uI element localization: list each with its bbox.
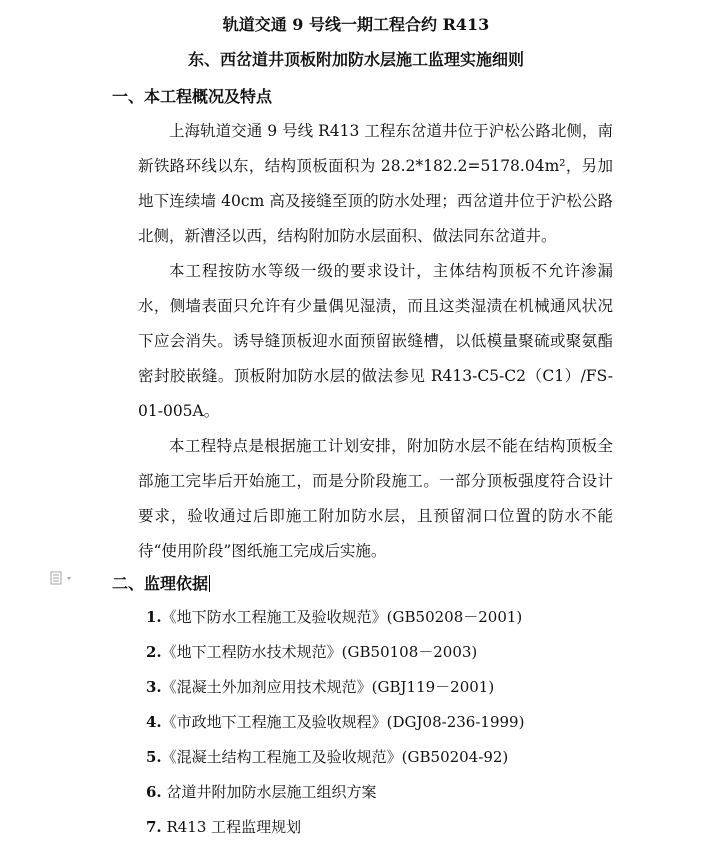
basis-list <box>146 600 524 845</box>
list-item <box>146 600 524 635</box>
list-item-number: 7. <box>146 818 162 836</box>
list-item <box>146 740 524 775</box>
list-item-text: 《地下防水工程施工及验收规范》(GB50208－2001) <box>161 608 523 626</box>
section1-paragraph-1: 上海轨道交通 9 号线 R413 工程东岔道井位于沪松公路北侧，南新铁路环线以东，结构顶板面积为 28.2*182.2=5178.04m²，另加地下连续墙 40cm 高及接缝至顶的防水处理；西岔道井位于沪松公路北侧，新漕泾以西，结构附加防水层面积、做法同东岔道井。 <box>138 122 613 245</box>
document-title-line1: 轨道交通 9 号线一期工程合约 R413 <box>222 15 490 34</box>
list-item-number: 2. <box>146 643 162 661</box>
list-item-text: R413 工程监理规划 <box>161 818 302 836</box>
list-item-number: 4. <box>146 713 162 731</box>
paragraph-options-icon[interactable] <box>50 571 80 585</box>
list-item <box>146 635 524 670</box>
list-item-number: 1. <box>146 608 162 626</box>
section1-heading: 一、本工程概况及特点 <box>112 87 273 106</box>
list-item-text: 《混凝土结构工程施工及验收规范》(GB50204-92) <box>161 748 509 766</box>
list-item-text: 岔道井附加防水层施工组织方案 <box>161 783 377 801</box>
section2-heading-text: 二、监理依据 <box>112 574 209 593</box>
section1-paragraph-3: 本工程特点是根据施工计划安排，附加防水层不能在结构顶板全部施工完毕后开始施工，而是分阶段施工。一部分顶板强度符合设计要求，验收通过后即施工附加防水层，且预留洞口位置的防水不能待“使用阶段”图纸施工完成后实施。 <box>138 437 613 560</box>
document-title-line2: 东、西岔道井顶板附加防水层施工监理实施细则 <box>187 50 524 69</box>
section1-paragraph-2: 本工程按防水等级一级的要求设计，主体结构顶板不允许渗漏水，侧墙表面只允许有少量偶见湿渍，而且这类湿渍在机械通风状况下应会消失。诱导缝顶板迎水面预留嵌缝槽，以低模量聚硫或聚氨酯密封胶嵌缝。顶板附加防水层的做法参见 R413-C5-C2（C1）/FS-01-005A。 <box>138 262 613 420</box>
list-item <box>146 810 524 845</box>
list-item-number: 3. <box>146 678 162 696</box>
list-item-text: 《市政地下工程施工及验收规程》(DGJ08-236-1999) <box>161 713 525 731</box>
text-cursor <box>209 575 210 592</box>
list-item-text: 《混凝土外加剂应用技术规范》(GBJ119－2001) <box>161 678 495 696</box>
list-item-number: 6. <box>146 783 162 801</box>
section2-heading <box>112 574 210 594</box>
list-item-number: 5. <box>146 748 162 766</box>
list-item <box>146 670 524 705</box>
list-item-text: 《地下工程防水技术规范》(GB50108－2003) <box>161 643 478 661</box>
list-item <box>146 775 524 810</box>
list-item <box>146 705 524 740</box>
